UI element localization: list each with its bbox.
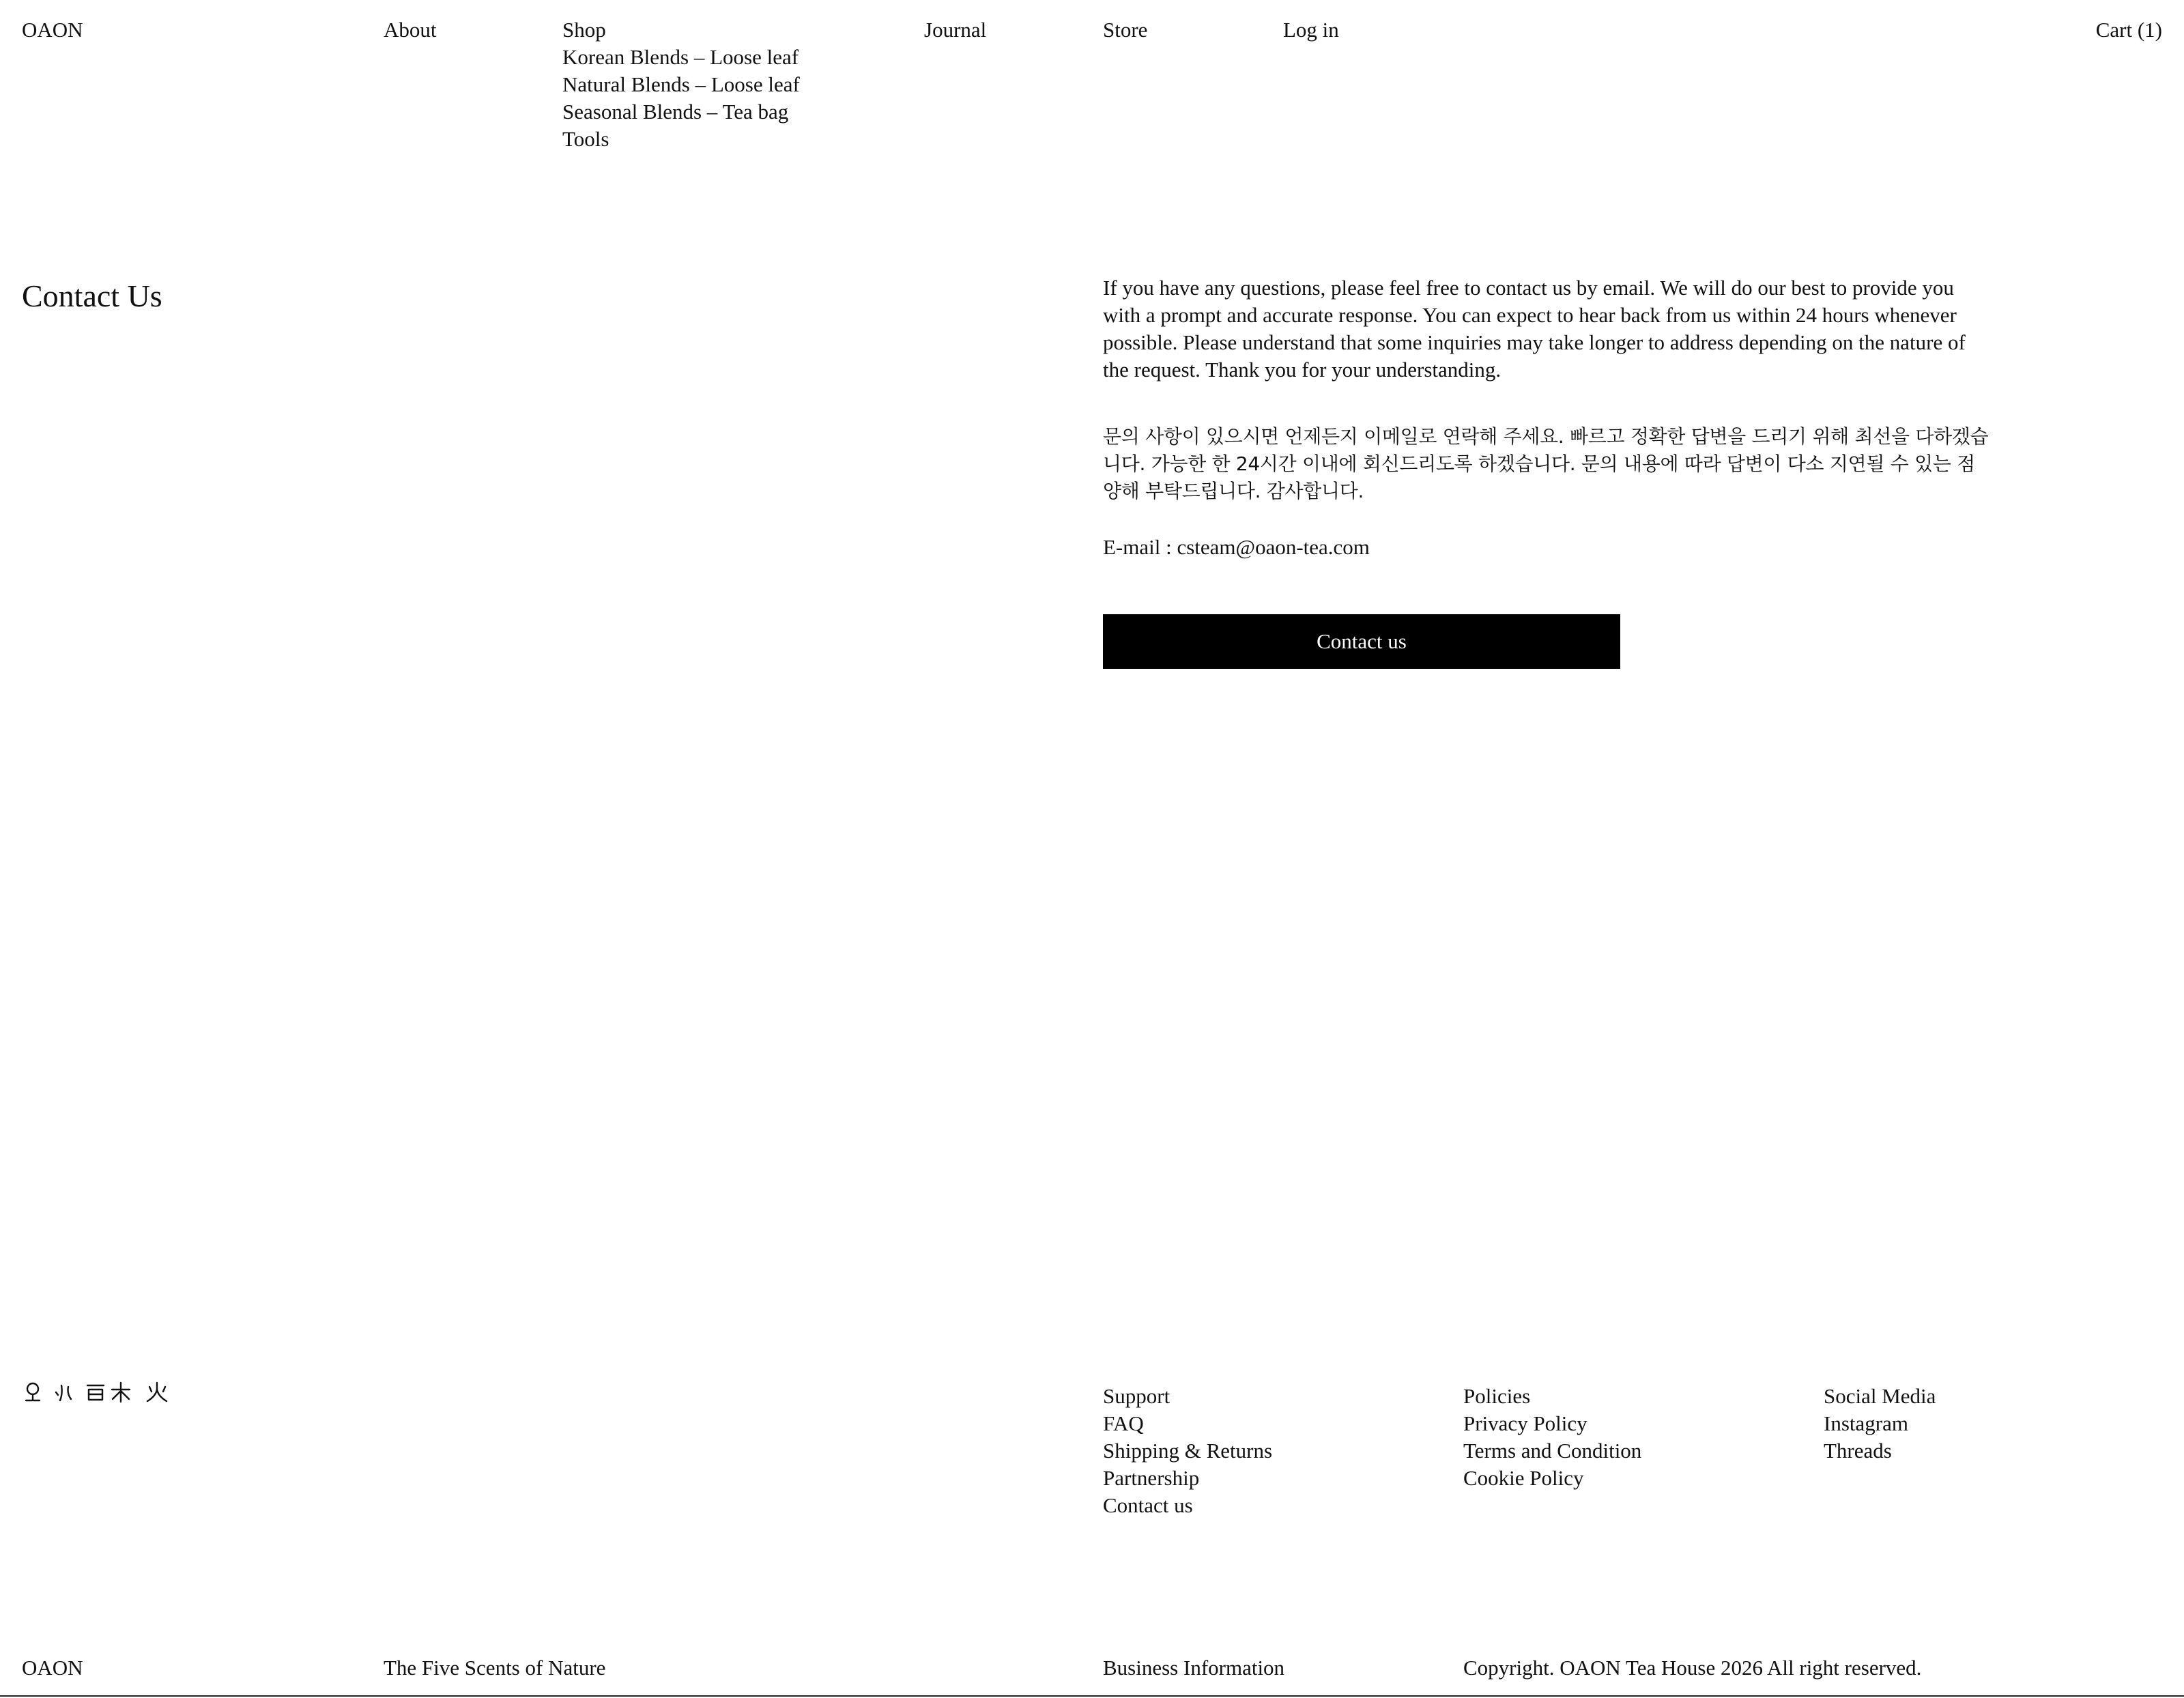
nav-store[interactable]: Store (1103, 18, 1148, 42)
footer-support-heading: Support (1103, 1384, 1170, 1408)
footer-link-shipping[interactable]: Shipping & Returns (1103, 1439, 1273, 1463)
submenu-korean-blends[interactable]: Korean Blends – Loose leaf (562, 45, 799, 69)
footer-social-heading: Social Media (1824, 1384, 1936, 1408)
contact-intro-ko: 문의 사항이 있으시면 언제든지 이메일로 연락해 주세요. 빠르고 정확한 답변을 드리기 위해 최선을 다하겠습니다. 가능한 한 24시간 이내에 회신드리도록 하겠습니다. 문의 내용에 따라 답변이 다소 지연될 수 있는 점 양해 부탁드립니다. 감사합니다. (1103, 425, 1989, 502)
footer-support-column (1103, 1383, 1272, 1519)
symbol-water-icon (56, 1385, 71, 1400)
nav-about[interactable]: About (384, 18, 437, 42)
cart-link[interactable]: Cart (1) (2095, 18, 2162, 42)
business-info-link[interactable]: Business Information (1103, 1656, 1285, 1680)
symbol-metal-icon (87, 1385, 104, 1400)
footer-tagline: The Five Scents of Nature (384, 1656, 606, 1680)
site-logo[interactable]: OAON (22, 18, 83, 42)
symbol-wood-icon (112, 1383, 130, 1402)
footer-link-threads[interactable]: Threads (1824, 1439, 1892, 1463)
footer-link-contact[interactable]: Contact us (1103, 1493, 1193, 1517)
footer-link-privacy[interactable]: Privacy Policy (1463, 1411, 1587, 1435)
page-title: Contact Us (22, 278, 162, 313)
symbol-earth-icon (26, 1383, 40, 1400)
footer-link-partnership[interactable]: Partnership (1103, 1466, 1200, 1490)
submenu-tools[interactable]: Tools (562, 127, 609, 151)
nav-shop[interactable]: Shop (562, 18, 606, 42)
footer-link-instagram[interactable]: Instagram (1824, 1411, 1908, 1435)
footer-logo-text[interactable]: OAON (22, 1656, 83, 1680)
contact-email: E-mail : csteam@oaon-tea.com (1103, 535, 1370, 559)
symbol-fire-icon (147, 1383, 167, 1401)
footer-policies-column (1463, 1383, 1641, 1492)
nav-journal[interactable]: Journal (924, 18, 987, 42)
copyright-text: Copyright. OAON Tea House 2026 All right reserved. (1463, 1656, 1922, 1680)
submenu-seasonal-blends[interactable]: Seasonal Blends – Tea bag (562, 100, 789, 124)
footer-policies-heading: Policies (1463, 1384, 1531, 1408)
footer-link-cookie[interactable]: Cookie Policy (1463, 1466, 1584, 1490)
footer-link-terms[interactable]: Terms and Condition (1463, 1439, 1642, 1463)
shop-submenu (562, 44, 800, 153)
brand-symbols-icon (22, 1379, 192, 1406)
bottom-divider (0, 1695, 2184, 1697)
footer-social-column (1824, 1383, 1936, 1465)
contact-us-button[interactable]: Contact us (1103, 614, 1620, 669)
submenu-natural-blends[interactable]: Natural Blends – Loose leaf (562, 72, 800, 96)
contact-intro-en: If you have any questions, please feel free to contact us by email. We will do our best to provide you with a prompt and accurate response. You can expect to hear back from us within 24 hours whenever possible. Please understand that some inquiries may take longer to address depending on the nature of the request. Thank you for your understanding. (1103, 276, 1966, 382)
nav-login[interactable]: Log in (1283, 18, 1339, 42)
footer-link-faq[interactable]: FAQ (1103, 1411, 1144, 1435)
